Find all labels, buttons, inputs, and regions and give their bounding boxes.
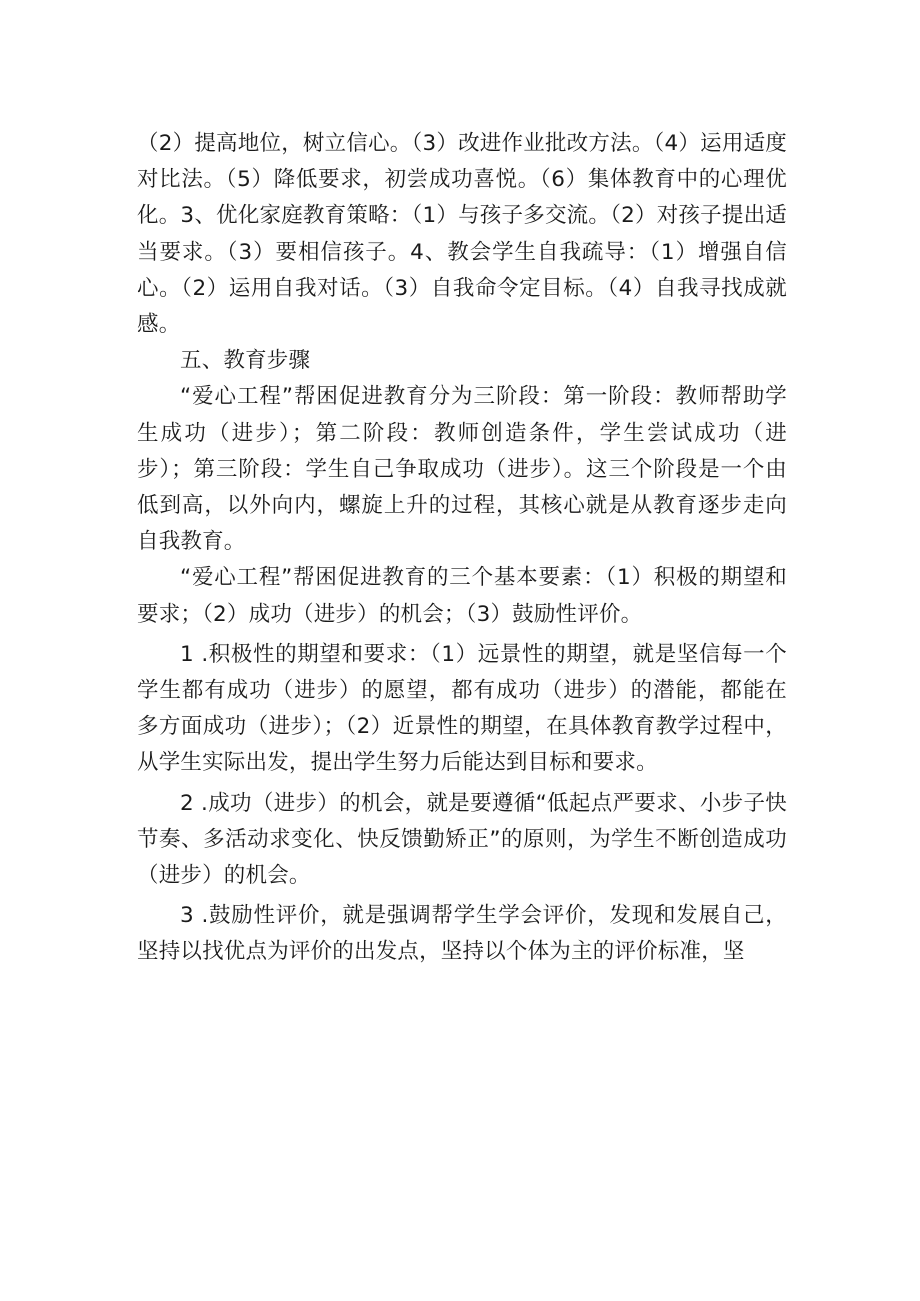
section-heading-education-steps: 五、教育步骤 xyxy=(180,348,311,374)
document-page xyxy=(137,126,787,971)
paragraph-strategies: （2）提高地位，树立信心。（3）改进作业批改方法。（4）运用适度对比法。（5）降低要求，初尝成功喜悦。（6）集体教育中的心理优化。3、优化家庭教育策略：（1）与孩子多交流。（2）对孩子提出适当要求。（3）要相信孩子。4、教会学生自我疏导：（1）增强自信心。（2）运用自我对话。（3）自我命令定目标。（4）自我寻找成就感。 xyxy=(137,131,787,338)
paragraph-three-stages: “爱心工程”帮困促进教育分为三阶段：第一阶段：教师帮助学生成功（进步）；第二阶段：教师创造条件，学生尝试成功（进步）；第三阶段：学生自己争取成功（进步）。这三个阶段是一个由低到高，以外向内，螺旋上升的过程，其核心就是从教育逐步走向自我教育。 xyxy=(137,384,787,555)
paragraph-item-3-evaluation: 3 .鼓励性评价，就是强调帮学生学会评价，发现和发展自己，坚持以找优点为评价的出发点，坚持以个体为主的评价标准，坚 xyxy=(137,903,787,965)
paragraph-item-1-expectations: 1 .积极性的期望和要求：（1）远景性的期望，就是坚信每一个学生都有成功（进步）的愿望，都有成功（进步）的潜能，都能在多方面成功（进步）；（2）近景性的期望，在具体教育教学过程中，从学生实际出发，提出学生努力后能达到目标和要求。 xyxy=(137,641,787,776)
paragraph-three-elements: “爱心工程”帮困促进教育的三个基本要素：（1）积极的期望和要求；（2）成功（进步）的机会；（3）鼓励性评价。 xyxy=(137,565,787,627)
paragraph-item-2-opportunities: 2 .成功（进步）的机会，就是要遵循“低起点严要求、小步子快节奏、多活动求变化、快反馈勤矫正”的原则，为学生不断创造成功（进步）的机会。 xyxy=(137,790,787,889)
